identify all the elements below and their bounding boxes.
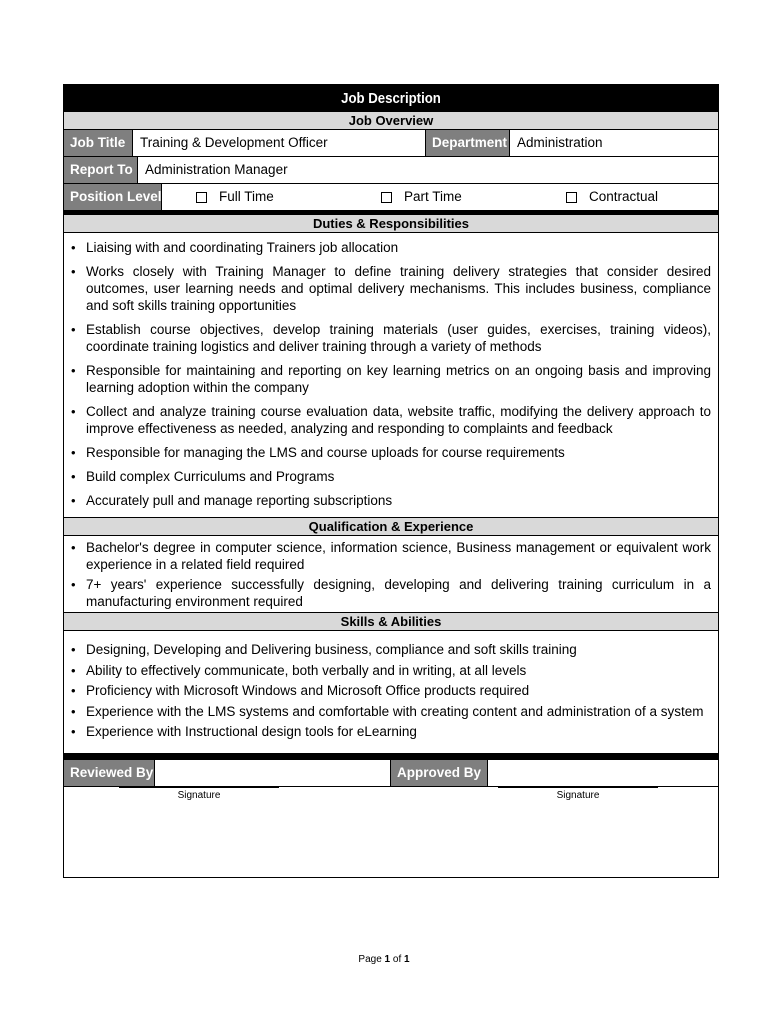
qualifications-list: [64, 536, 718, 610]
list-item: • Designing, Developing and Delivering business, compliance and soft skills training: [86, 641, 711, 658]
approved-by-label: Approved By: [391, 760, 488, 786]
approver-signature: [498, 787, 658, 801]
option-part-time[interactable]: [381, 184, 462, 210]
page-current: 1: [384, 954, 391, 965]
list-item: • Experience with the LMS systems and comfortable with creating content and administration of a system: [86, 703, 711, 720]
page-prefix: Page: [358, 954, 382, 965]
page-of: of: [392, 954, 402, 965]
list-item: • Proficiency with Microsoft Windows and Microsoft Office products required: [86, 682, 711, 699]
list-item: • Liaising with and coordinating Trainers job allocation: [86, 239, 711, 256]
option-label: Full Time: [219, 189, 274, 204]
section-heading-qualifications: Qualification & Experience: [64, 517, 718, 536]
checkbox-icon[interactable]: [381, 192, 392, 203]
reviewer-signature: [119, 787, 279, 801]
list-item: • Accurately pull and manage reporting subscriptions: [86, 492, 711, 509]
approved-by-field[interactable]: [488, 760, 718, 786]
report-to-label: Report To: [64, 157, 138, 183]
section-heading-duties: Duties & Responsibilities: [64, 215, 718, 233]
approval-row: [64, 760, 718, 787]
skills-list: [64, 631, 718, 753]
reviewed-by-field[interactable]: [155, 760, 391, 786]
job-title-row: [64, 130, 718, 157]
signature-line: [119, 787, 279, 788]
option-label: Contractual: [589, 189, 659, 204]
report-to-row: [64, 157, 718, 184]
list-item: • Ability to effectively communicate, both verbally and in writing, at all levels: [86, 662, 711, 679]
list-item: • Build complex Curriculums and Programs: [86, 468, 711, 485]
list-item: • Establish course objectives, develop training materials (user guides, exercises, training videos), coordinate training logistics and deliver training through a variety of methods: [86, 321, 711, 355]
list-item: • Responsible for maintaining and reporting on key learning metrics on an ongoing basis and improving learning adoption within the company: [86, 362, 711, 396]
position-level-row: [64, 184, 718, 210]
signature-line: [498, 787, 658, 788]
signature-caption: Signature: [556, 789, 600, 801]
list-item: • Experience with Instructional design tools for eLearning: [86, 723, 711, 740]
checkbox-icon[interactable]: [196, 192, 207, 203]
divider: [64, 753, 718, 760]
signature-caption: Signature: [177, 789, 221, 801]
option-label: Part Time: [404, 189, 462, 204]
list-item: • 7+ years' experience successfully designing, developing and delivering training curriculum in a manufacturing environment required: [86, 576, 711, 610]
checkbox-icon[interactable]: [566, 192, 577, 203]
document-title: Job Description: [103, 85, 679, 112]
department-value: Administration: [517, 135, 603, 150]
page-total: 1: [404, 954, 410, 965]
list-item: • Works closely with Training Manager to define training delivery strategies that consider desired outcomes, user learning needs and optimal delivery mechanisms. This includes business, compliance and soft skills training opportunities: [86, 263, 711, 314]
page-number: [0, 954, 768, 965]
job-title-value: Training & Development Officer: [133, 130, 426, 156]
section-heading-overview: Job Overview: [64, 112, 718, 130]
position-level-label: Position Level: [64, 184, 162, 210]
reviewed-by-label: Reviewed By: [64, 760, 155, 786]
option-contractual[interactable]: [566, 184, 658, 210]
signature-area: [64, 787, 718, 877]
position-level-options: [162, 184, 718, 210]
option-full-time[interactable]: [196, 184, 274, 210]
report-to-value: Administration Manager: [145, 162, 288, 177]
title-bar: [64, 85, 718, 112]
list-item: • Bachelor's degree in computer science, information science, Business management or equivalent work experience in a related field required: [86, 539, 711, 573]
department-label: Department: [426, 130, 510, 156]
job-title-label: Job Title: [64, 130, 133, 156]
list-item: • Responsible for managing the LMS and course uploads for course requirements: [86, 444, 711, 461]
job-description-form: [63, 84, 719, 878]
duties-list: [64, 233, 718, 517]
list-item: • Collect and analyze training course evaluation data, website traffic, modifying the delivery approach to improve effectiveness as needed, analyzing and responding to complaints and feedback: [86, 403, 711, 437]
section-heading-skills: Skills & Abilities: [64, 612, 718, 631]
